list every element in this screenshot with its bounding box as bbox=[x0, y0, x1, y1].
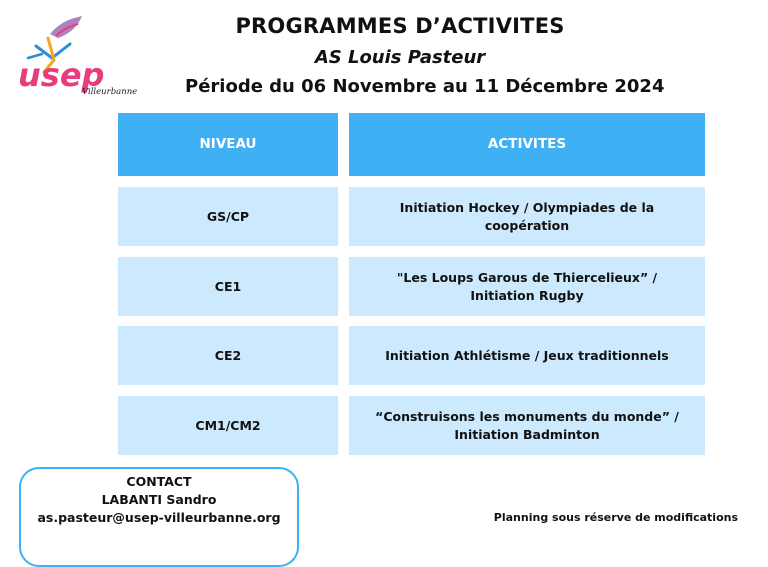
header-niveau: NIVEAU bbox=[118, 113, 338, 176]
logo-tagline: Villeurbanne bbox=[82, 87, 138, 97]
logo-wordmark: usep bbox=[18, 56, 105, 94]
contact-name: LABANTI Sandro bbox=[101, 492, 217, 507]
activites-cell: "Les Loups Garous de Thiercelieux” / Initiation Rugby bbox=[349, 257, 705, 316]
niveau-cell: GS/CP bbox=[118, 187, 338, 246]
niveau-cell: CM1/CM2 bbox=[118, 396, 338, 455]
activites-cell: Initiation Athlétisme / Jeux traditionnels bbox=[349, 326, 705, 385]
page-title: PROGRAMMES D’ACTIVITES bbox=[235, 14, 565, 38]
contact-email[interactable]: as.pasteur@usep-villeurbanne.org bbox=[37, 510, 281, 525]
disclaimer-note: Planning sous réserve de modifications bbox=[493, 511, 738, 524]
contact-info bbox=[19, 473, 299, 527]
page-subtitle: AS Louis Pasteur bbox=[314, 47, 486, 68]
usep-logo bbox=[14, 14, 144, 104]
logo-flame bbox=[50, 16, 82, 38]
niveau-cell: CE1 bbox=[118, 257, 338, 316]
activites-cell: “Construisons les monuments du monde” / Initiation Badminton bbox=[349, 396, 705, 455]
header-activites: ACTIVITES bbox=[349, 113, 705, 176]
niveau-cell: CE2 bbox=[118, 326, 338, 385]
usep-logo-graphic bbox=[14, 14, 144, 104]
contact-heading: CONTACT bbox=[126, 474, 192, 489]
period-text: Période du 06 Novembre au 11 Décembre 2024 bbox=[185, 76, 665, 97]
activites-cell: Initiation Hockey / Olympiades de la coopération bbox=[349, 187, 705, 246]
